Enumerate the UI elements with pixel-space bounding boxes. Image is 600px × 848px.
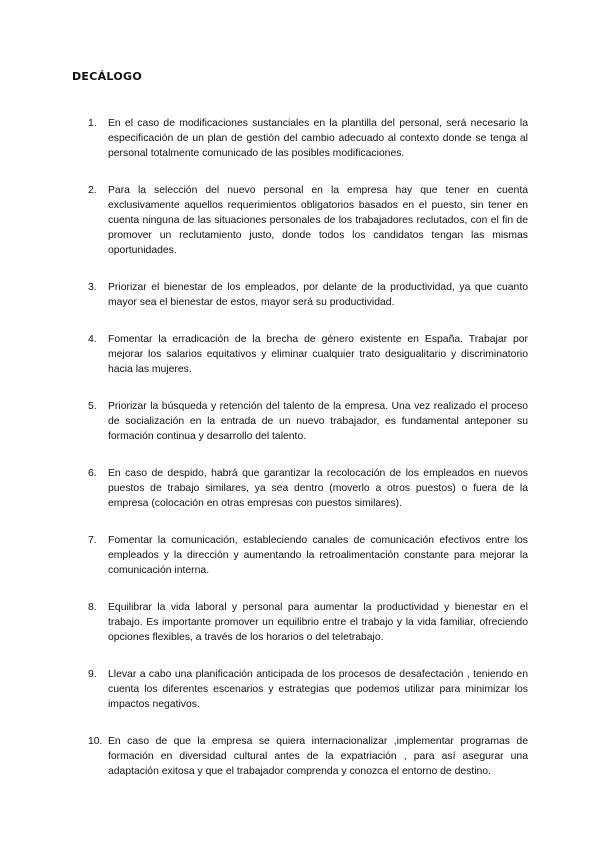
item-text: En caso de despido, habrá que garantizar la recolocación de los empleados en nuevos puestos de trabajo similares, ya sea dentro (moverlo a otros puestos) o fuera de la empresa (colocación en otras empresas con puestos similares). (108, 468, 528, 509)
item-text: En caso de que la empresa se quiera internacionalizar ,implementar programas de formación en diversidad cultural antes de la expatriación , para así asegurar una adaptación exitosa y que el trabajador comprenda y conozca el entorno de destino. (108, 736, 528, 777)
item-text: Fomentar la comunicación, estableciendo canales de comunicación efectivos entre los empleados y la dirección y aumentando la retroalimentación constante para mejorar la comunicación interna. (108, 535, 528, 576)
item-text: En el caso de modificaciones sustanciales en la plantilla del personal, será necesario la especificación de un plan de gestión del cambio adecuado al contexto donde se tenga al personal totalmente comunicado de las posibles modificaciones. (108, 118, 528, 159)
item-number: 5. (88, 401, 97, 412)
item-text: Equilibrar la vida laboral y personal para aumentar la productividad y bienestar en el trabajo. Es importante promover un equilibrio entre el trabajo y la vida familiar, ofreciendo opciones flexibles, a través de los horarios o del teletrabajo. (108, 602, 528, 643)
document-title: DECÁLOGO (72, 70, 142, 83)
list-item (88, 280, 528, 310)
item-number: 3. (88, 282, 97, 293)
list-item (88, 183, 528, 258)
list-item (88, 600, 528, 645)
list-item (88, 533, 528, 578)
item-text: Fomentar la erradicación de la brecha de género existente en España. Trabajar por mejorar los salarios equitativos y eliminar cualquier trato desigualitario y discriminatorio hacia las mujeres. (108, 334, 528, 375)
item-number: 10. (88, 736, 103, 747)
decalogue-list (88, 116, 528, 779)
item-number: 1. (88, 118, 97, 129)
list-item (88, 332, 528, 377)
item-number: 2. (88, 185, 97, 196)
list-item (88, 399, 528, 444)
item-text: Priorizar el bienestar de los empleados, por delante de la productividad, ya que cuanto mayor sea el bienestar de estos, mayor será su productividad. (108, 282, 528, 308)
item-number: 9. (88, 669, 97, 680)
item-number: 6. (88, 468, 97, 479)
list-item (88, 116, 528, 161)
item-text: Priorizar la búsqueda y retención del talento de la empresa. Una vez realizado el proceso de socialización en la entrada de un nuevo trabajador, es fundamental anteponer su formación continua y desarrollo del talento. (108, 401, 528, 442)
item-number: 8. (88, 602, 97, 613)
item-number: 4. (88, 334, 97, 345)
item-text: Llevar a cabo una planificación anticipada de los procesos de desafectación , teniendo en cuenta los diferentes escenarios y estrategias que podemos utilizar para minimizar los impactos negativos. (108, 669, 528, 710)
list-item (88, 667, 528, 712)
item-number: 7. (88, 535, 97, 546)
list-item (88, 466, 528, 511)
list-item (88, 734, 528, 779)
item-text: Para la selección del nuevo personal en la empresa hay que tener en cuenta exclusivamente aquellos requerimientos obligatorios basados en el puesto, sin tener en cuenta ninguna de las situaciones personales de los trabajadores reclutados, con el fin de promover un reclutamiento justo, donde todos los candidatos tengan las mismas oportunidades. (108, 185, 528, 256)
